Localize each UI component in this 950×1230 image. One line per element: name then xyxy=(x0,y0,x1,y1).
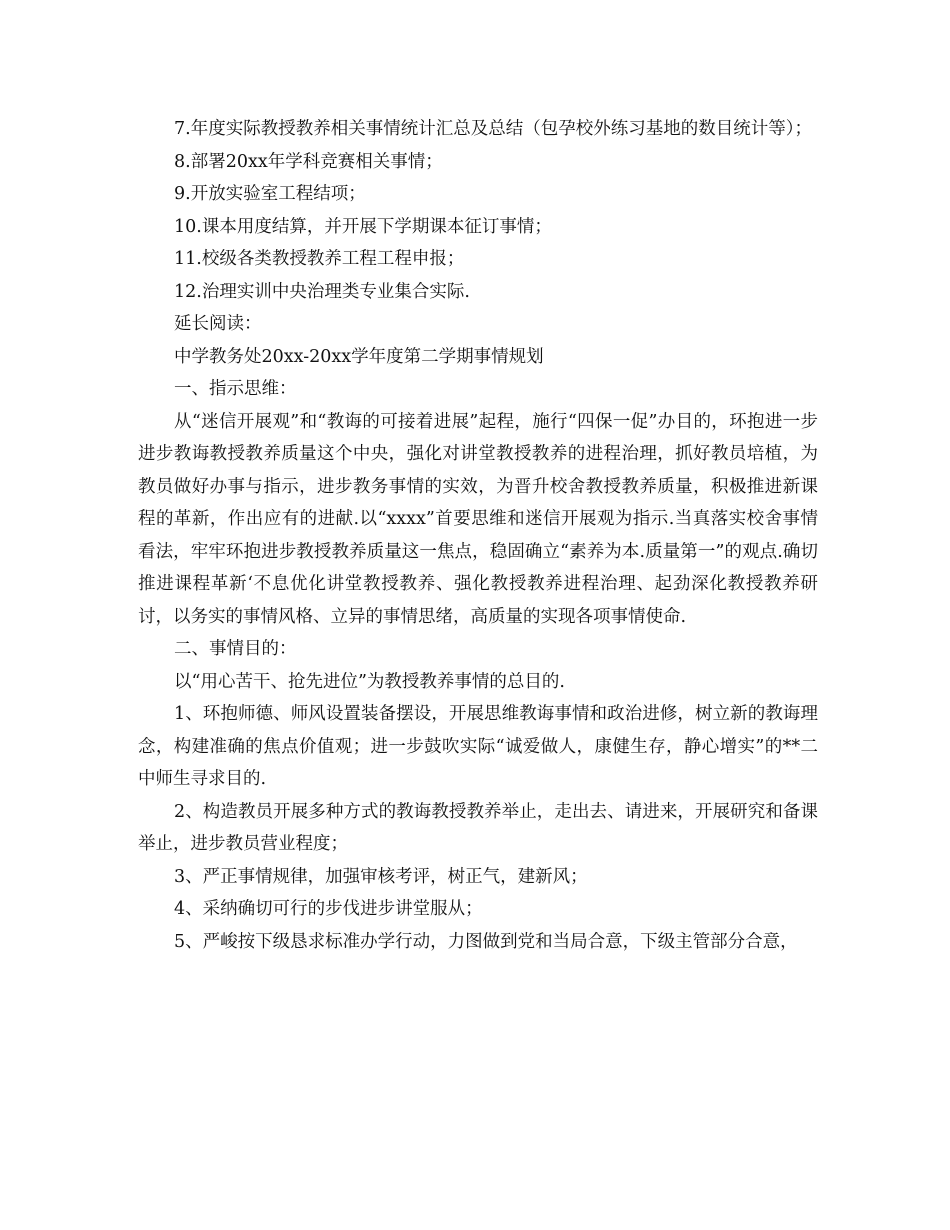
plan-title: 中学教务处20xx-20xx学年度第二学期事情规划 xyxy=(174,346,544,367)
document-body xyxy=(138,113,818,958)
goal-item-3: 3、严正事情规律，加强审核考评，树正气，建新风； xyxy=(174,866,588,887)
paragraph-item-7-stats: 7.年度实际教授教养相关事情统计汇总及总结（包孕校外练习基地的数目统计等）； xyxy=(174,119,812,139)
goal-item-5: 5、严峻按下级恳求标准办学行动，力图做到党和当局合意，下级主管部分合意， xyxy=(174,931,798,952)
section-heading-goals: 二、事情目的： xyxy=(174,639,297,659)
overall-goal-paragraph: 以“用心苦干、抢先进位”为教授教养事情的总目的. xyxy=(174,671,565,692)
goal-item-1: 1、环抱师德、师风设置装备摆设，开展思维教诲事情和政治进修，树立新的教诲理念，构建准确的焦点价值观；进一步鼓吹实际“诚爱做人，康健生存，静心增实”的**二中师生寻求目的. xyxy=(138,704,818,789)
section-heading-guiding-thought: 一、指示思维： xyxy=(174,379,297,399)
paragraph-item-11-project: 11.校级各类教授教养工程工程申报； xyxy=(174,249,465,269)
goal-item-4: 4、采纳确切可行的步伐进步讲堂服从； xyxy=(174,899,483,919)
paragraph-item-12-training: 12.治理实训中央治理类专业集合实际. xyxy=(174,281,470,302)
extended-reading-label: 延长阅读： xyxy=(174,314,262,334)
paragraph-item-10-textbook: 10.课本用度结算，并开展下学期课本征订事情； xyxy=(174,216,552,237)
goal-item-2: 2、构造教员开展多种方式的教诲教授教养举止，走出去、请进来，开展研究和备课举止，进步教员营业程度； xyxy=(138,801,818,854)
guiding-thought-paragraph: 从“迷信开展观”和“教诲的可接着进展”起程，施行“四保一促”办目的，环抱进一步进步教诲教授教养质量这个中央，强化对讲堂教授教养的进程治理，抓好教员培植，为教员做好办事与指示，进步教务事情的实效，为晋升校舍教授教养质量，积极推进新课程的革新，作出应有的进献.以“xxxx”首要思维和迷信开展观为指示.当真落实校舍事情看法，牢牢环抱进步教授教养质量这一焦点，稳固确立“素养为本.质量第一”的观点.确切推进课程革新‘不息优化讲堂教授教养、强化教授教养进程治理、起劲深化教授教养研讨，以务实的事情风格、立异的事情思绪，高质量的实现各项事情使命. xyxy=(138,411,818,627)
paragraph-item-9-lab: 9.开放实验室工程结项； xyxy=(174,184,366,204)
paragraph-item-8-competition: 8.部署20xx年学科竞赛相关事情； xyxy=(174,151,443,172)
